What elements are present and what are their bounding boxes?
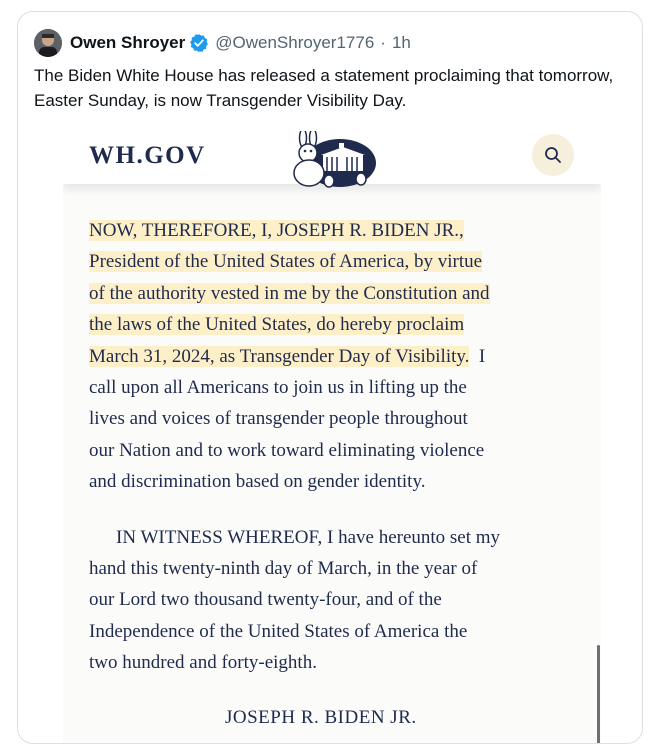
text-line: and discrimination based on gender identity. <box>89 471 426 493</box>
text-line: I <box>478 345 486 367</box>
tweet-timestamp[interactable]: 1h <box>391 33 411 52</box>
wh-header-bar <box>63 128 601 184</box>
text-line: hand this twenty-ninth day of March, in the year of <box>89 558 478 580</box>
easter-bunny-whitehouse-logo-icon <box>287 131 379 191</box>
text-line: Independence of the United States of America the <box>89 620 468 642</box>
highlighted-line: President of the United States of America, by virtue <box>89 251 483 273</box>
time-separator: · <box>380 33 386 52</box>
proclamation-paragraph-2 <box>89 522 589 679</box>
tweet-media-image[interactable] <box>63 128 601 744</box>
tweet-card[interactable] <box>17 11 643 744</box>
highlighted-line: the laws of the United States, do hereby proclaim <box>89 314 465 336</box>
tweet-header <box>34 29 411 57</box>
highlighted-line: March 31, 2024, as Transgender Day of Visibility. <box>89 345 470 367</box>
text-line: lives and voices of transgender people throughout <box>89 408 468 430</box>
author-handle[interactable]: @OwenShroyer1776 <box>215 33 375 52</box>
search-button[interactable] <box>532 134 574 176</box>
text-line: call upon all Americans to join us in lifting up the <box>89 377 467 399</box>
proclamation-paragraph-1 <box>89 215 589 498</box>
site-logo[interactable]: WH.GOV <box>89 142 206 169</box>
text-line: our Lord two thousand twenty-four, and of the <box>89 589 442 611</box>
avatar[interactable] <box>34 29 62 57</box>
scrollbar[interactable] <box>597 645 600 744</box>
search-icon <box>544 146 562 164</box>
author-name[interactable]: Owen Shroyer <box>70 33 186 52</box>
text-line: IN WITNESS WHEREOF, I have hereunto set my <box>116 526 501 548</box>
text-line: two hundred and forty-eighth. <box>89 652 317 674</box>
tweet-text: The Biden White House has released a statement proclaiming that tomorrow, Easter Sunday, is now Transgender Visibility Day. <box>34 66 614 110</box>
text-line: our Nation and to work toward eliminating violence <box>89 439 485 461</box>
highlighted-line: NOW, THEREFORE, I, JOSEPH R. BIDEN JR., <box>89 220 464 241</box>
verified-badge-icon <box>189 33 209 53</box>
proclamation-text <box>89 215 589 733</box>
highlighted-line: of the authority vested in me by the Constitution and <box>89 282 490 304</box>
signature: JOSEPH R. BIDEN JR. <box>225 706 417 728</box>
